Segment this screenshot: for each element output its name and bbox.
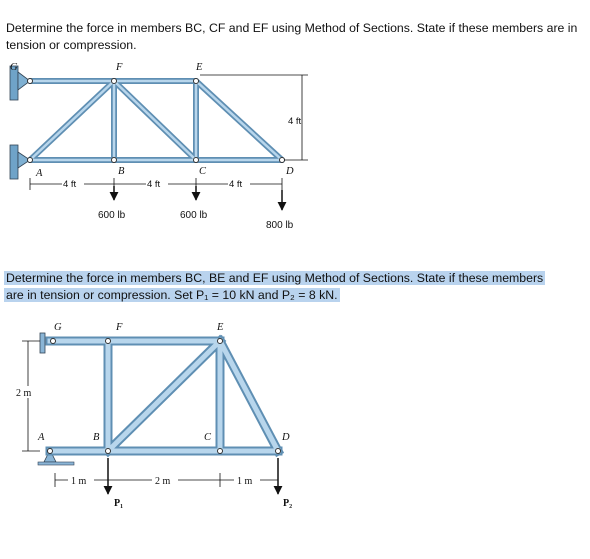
- wall-support-a: [10, 145, 18, 179]
- load-b: 600 lb: [98, 210, 126, 221]
- dim-height-2: 2 m: [16, 388, 32, 399]
- joint-label-e-2: E: [217, 322, 224, 333]
- dim-cd-2: 1 m: [237, 476, 253, 487]
- joint-label-d: D: [286, 166, 294, 177]
- joint-label-f: F: [116, 62, 123, 73]
- joint-label-c: C: [199, 166, 207, 177]
- joint-label-a-2: A: [38, 432, 45, 443]
- joint-label-g-2: G: [54, 322, 62, 333]
- truss-figure-1: [10, 62, 308, 231]
- dim-cd: 4 ft: [229, 179, 243, 190]
- dim-ab: 4 ft: [63, 179, 77, 190]
- joint-label-e: E: [196, 62, 203, 73]
- dim-bc-2: 2 m: [155, 476, 171, 487]
- joint-label-g: G: [10, 62, 18, 73]
- problem-1-statement: Determine the force in members BC, CF and EF using Method of Sections. State if these members are in tension or compression.: [6, 21, 578, 52]
- dim-bc: 4 ft: [147, 179, 161, 190]
- joint-label-c-2: C: [204, 432, 212, 443]
- dim-ab-2: 1 m: [71, 476, 87, 487]
- problem-2-line-2: are in tension or compression. Set P₁ = 10 kN and P₂ = 8 kN.: [6, 288, 338, 302]
- load-c: 600 lb: [180, 210, 208, 221]
- truss-figure-2: [14, 322, 292, 509]
- joint-label-a: A: [36, 168, 43, 179]
- load-p2: P₂: [283, 498, 293, 509]
- joint-label-b: B: [118, 166, 125, 177]
- dim-height: 4 ft: [288, 116, 302, 127]
- joint-label-d-2: D: [282, 432, 290, 443]
- load-d: 800 lb: [266, 220, 294, 231]
- joint-label-f-2: F: [116, 322, 123, 333]
- problem-2-line-1: Determine the force in members BC, BE and EF using Method of Sections. State if these members: [6, 271, 544, 285]
- joint-label-b-2: B: [93, 432, 100, 443]
- load-p1: P₁: [114, 498, 124, 509]
